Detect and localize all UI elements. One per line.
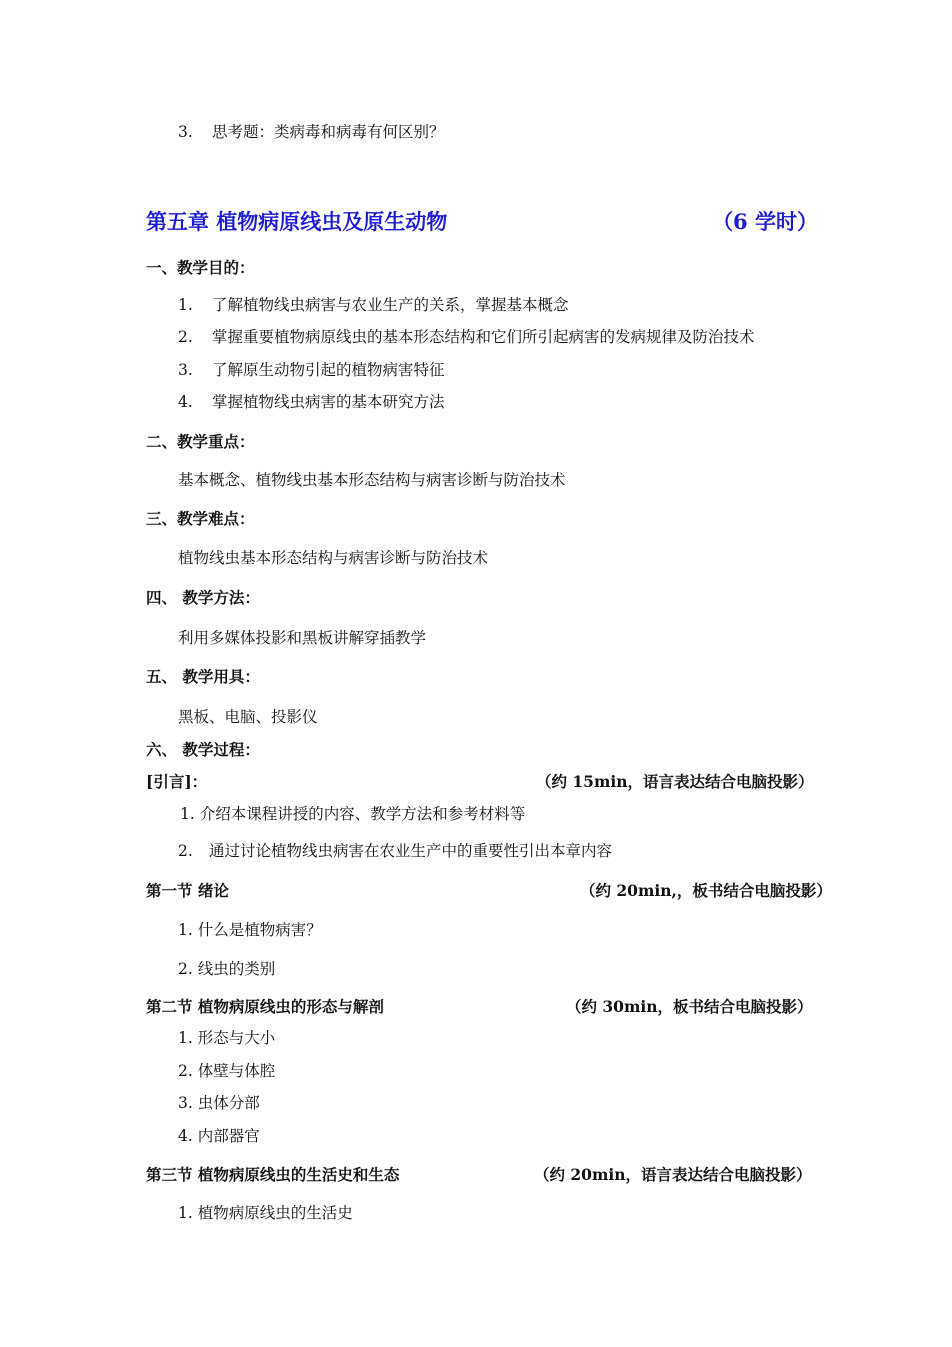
section-heading-difficulties: 三、教学难点：: [146, 509, 255, 528]
list-item: [178, 841, 612, 861]
list-item: 2. 体壁与体腔: [178, 1062, 276, 1080]
list-item: 4. 内部器官: [178, 1127, 260, 1145]
section-heading-key-points: 二、教学重点：: [146, 432, 255, 451]
item-text: 了解原生动物引起的植物病害特征: [212, 361, 445, 379]
list-item: 1. 什么是植物病害？: [178, 921, 322, 939]
subsection-time-note: （约 20min，语言表达结合电脑投影）: [534, 1165, 812, 1184]
subsection-title: 第二节 植物病原线虫的形态与解剖: [146, 997, 384, 1016]
list-item: 2. 线虫的类别: [178, 960, 276, 978]
list-item: 3. 虫体分部: [178, 1094, 260, 1112]
list-item: 1. 介绍本课程讲授的内容、教学方法和参考材料等: [180, 805, 526, 823]
section-text: 基本概念、植物线虫基本形态结构与病害诊断与防治技术: [178, 471, 566, 489]
chapter-hours: （6 学时）: [712, 209, 818, 234]
item-text: 思考题：类病毒和病毒有何区别？: [212, 123, 445, 141]
section-heading-tools: 五、 教学用具：: [146, 667, 260, 686]
item-number: 4.: [178, 393, 193, 411]
subsection-time-note: （约 30min，板书结合电脑投影）: [566, 997, 813, 1016]
item-number: 1.: [178, 296, 193, 314]
list-item: [178, 295, 569, 315]
list-item: [178, 392, 445, 412]
item-number: 3.: [178, 123, 193, 141]
section-text: 利用多媒体投影和黑板讲解穿插教学: [178, 629, 427, 647]
subsection-time-note: （约 20min,，板书结合电脑投影）: [580, 881, 832, 900]
subsection-title: 第一节 绪论: [146, 881, 229, 900]
item-text: 掌握植物线虫病害的基本研究方法: [212, 393, 445, 411]
list-item: 1. 植物病原线虫的生活史: [178, 1204, 353, 1222]
item-text: 掌握重要植物病原线虫的基本形态结构和它们所引起病害的发病规律及防治技术: [212, 328, 755, 346]
subsection-title: 第三节 植物病原线虫的生活史和生态: [146, 1165, 400, 1184]
section-heading-process: 六、 教学过程：: [146, 740, 260, 759]
section-text: 植物线虫基本形态结构与病害诊断与防治技术: [178, 549, 489, 567]
item-text: 了解植物线虫病害与农业生产的关系，掌握基本概念: [212, 296, 569, 314]
list-item: [178, 327, 755, 347]
section-heading-objectives: 一、教学目的：: [146, 258, 255, 277]
item-text: 通过讨论植物线虫病害在农业生产中的重要性引出本章内容: [209, 842, 613, 860]
item-number: 2.: [178, 842, 193, 860]
intro-label: [引言]：: [146, 772, 208, 791]
section-text: 黑板、电脑、投影仪: [178, 708, 318, 726]
prev-question: [178, 122, 445, 142]
intro-time-note: （约 15min，语言表达结合电脑投影）: [536, 772, 814, 791]
chapter-title: 第五章 植物病原线虫及原生动物: [146, 209, 448, 234]
section-heading-methods: 四、 教学方法：: [146, 588, 260, 607]
list-item: 1. 形态与大小: [178, 1029, 276, 1047]
item-number: 3.: [178, 361, 193, 379]
item-number: 2.: [178, 328, 193, 346]
list-item: [178, 360, 445, 380]
